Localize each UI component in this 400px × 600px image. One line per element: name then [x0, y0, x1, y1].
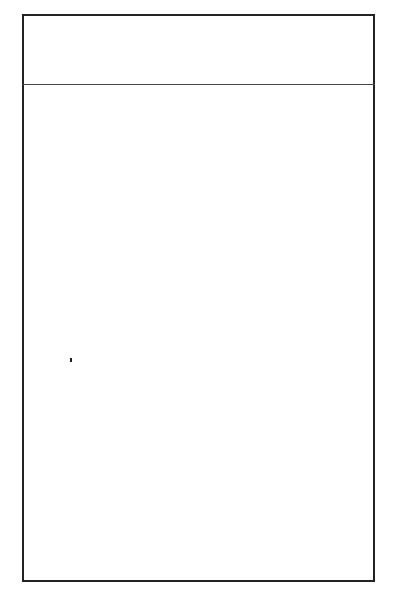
chapter-28-marker [70, 358, 72, 362]
header-rule [22, 84, 375, 85]
page-border [22, 14, 375, 582]
